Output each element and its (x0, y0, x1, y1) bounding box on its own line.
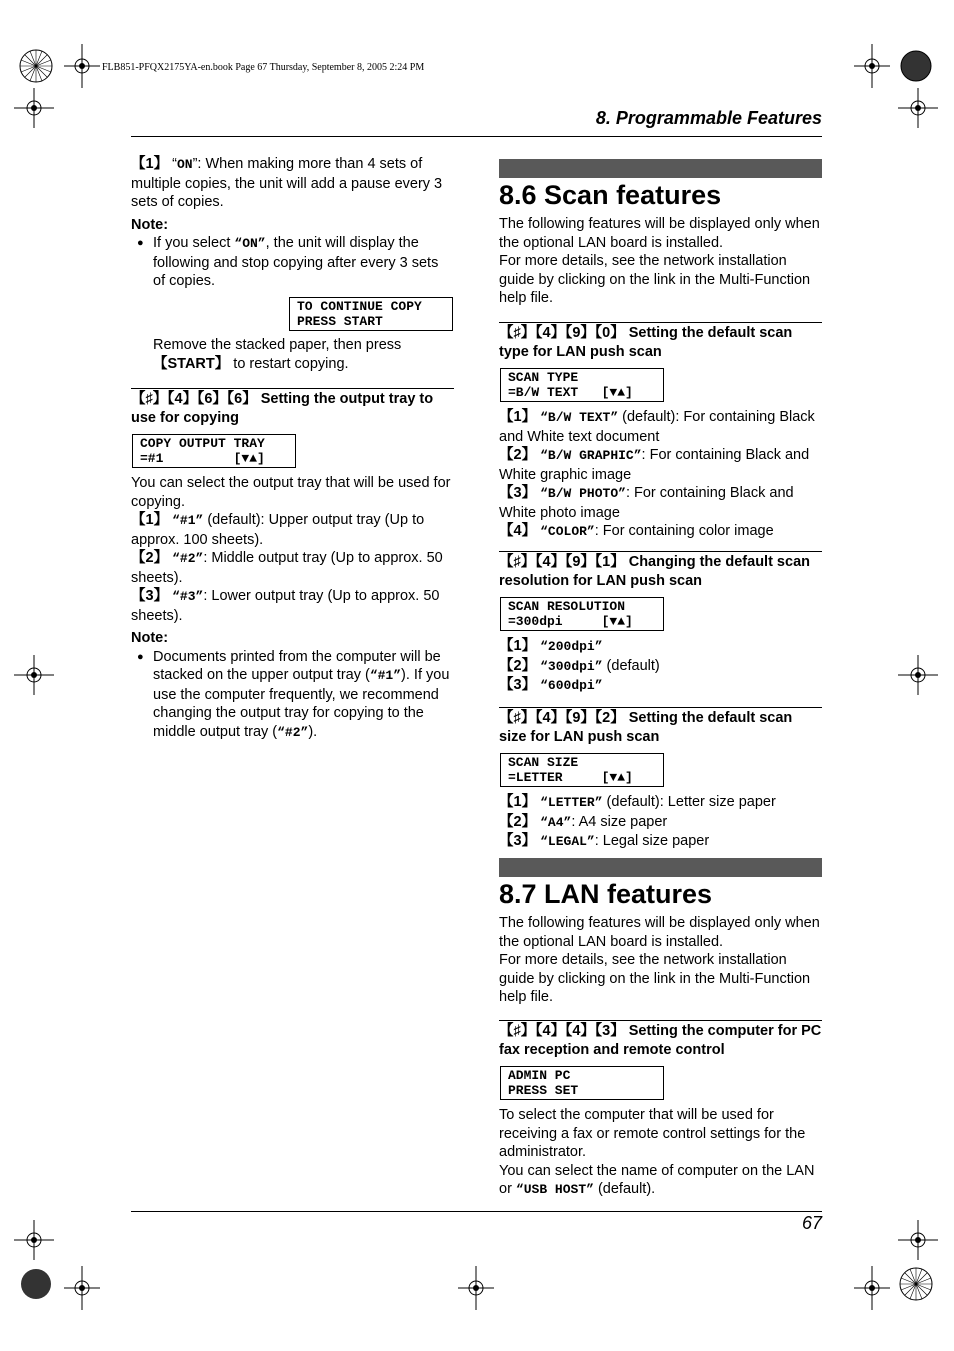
crosshair-icon (14, 655, 54, 695)
scan-size-options (499, 793, 822, 852)
pc-fax-description: To select the computer that will be used for receiving a fax or remote control settings for the administrator. (499, 1107, 806, 1160)
note-bullet: ● If you select “ON”, the unit will display the following and stop copying after every 3 sets of copies. (131, 234, 454, 291)
size-option-1: 【1】 “LETTER” (default): Letter size paper (499, 794, 776, 810)
lan-section-title: 8.7 LAN features (499, 879, 713, 909)
scan-resolution-options (499, 637, 822, 696)
tray-option-1: 【1】 “#1” (default): Upper output tray (Up to approx. 100 sheets). (131, 512, 425, 548)
crosshair-icon (898, 655, 938, 695)
resolution-option-1: 【1】 “200dpi” (499, 638, 603, 654)
section-bar (499, 159, 822, 178)
lan-intro: The following features will be displayed only when the optional LAN board is installed. For more details, see the network installation guide by clicking on the link in the Multi-Function help file. (499, 915, 820, 1005)
lcd-scan-type: SCAN TYPE =B/W TEXT [▼▲] (500, 368, 664, 402)
lcd-admin-pc: ADMIN PC PRESS SET (500, 1066, 664, 1100)
registration-mark-icon (894, 44, 938, 88)
note2-bullet: ● Documents printed from the computer will be stacked on the upper output tray (“#1”). If you use the computer frequently, we recommend changing the output tray for copying to the middle output tray (“#2”). (131, 648, 454, 743)
scan-type-options (499, 408, 822, 542)
crosshair-icon (14, 88, 54, 128)
section-header-title: 8. Programmable Features (595, 108, 822, 128)
pc-fax-usb-host: You can select the name of computer on the LAN or “USB HOST” (default). (499, 1162, 815, 1197)
crosshair-icon (898, 1220, 938, 1260)
registration-mark-icon (14, 44, 58, 88)
copy-pause-item: 【1】 “ON”: When making more than 4 sets of multiple copies, the unit will add a pause every 3 sets of copies. (131, 156, 443, 210)
scan-intro: The following features will be displayed only when the optional LAN board is installed. For more details, see the network installation guide by clicking on the link in the Multi-Function help file. (499, 216, 820, 306)
crosshair-icon (64, 1266, 100, 1310)
scan-type-option-2: 【2】 “B/W GRAPHIC”: For containing Black and White graphic image (499, 447, 810, 483)
note2-label: Note: (131, 630, 169, 646)
scan-type-heading: 【♯】【4】【9】【0】 Setting the default scan type for LAN push scan (499, 322, 822, 361)
scan-type-option-4: 【4】 “COLOR”: For containing color image (499, 523, 774, 539)
scan-resolution-heading: 【♯】【4】【9】【1】 Changing the default scan resolution for LAN push scan (499, 551, 822, 590)
output-tray-options (131, 474, 454, 742)
resolution-option-2: 【2】 “300dpi” (default) (499, 657, 660, 674)
page-number: 67 (801, 1213, 822, 1233)
lcd-scan-size: SCAN SIZE =LETTER [▼▲] (500, 753, 664, 787)
lcd-copy-output-tray: COPY OUTPUT TRAY =#1 [▼▲] (132, 434, 296, 468)
registration-mark-icon (894, 1262, 938, 1306)
crosshair-icon (64, 44, 100, 88)
crosshair-icon (898, 88, 938, 128)
tray-option-3: 【3】 “#3”: Lower output tray (Up to approx. 50 sheets). (131, 588, 440, 624)
section-bar (499, 858, 822, 877)
crosshair-icon (854, 1266, 890, 1310)
crosshair-icon (14, 1220, 54, 1260)
registration-mark-icon (14, 1262, 58, 1306)
tray-option-2: 【2】 “#2”: Middle output tray (Up to approx. 50 sheets). (131, 550, 443, 586)
note-label: Note: (131, 216, 169, 233)
crosshair-icon (854, 44, 890, 88)
left-column (131, 155, 454, 291)
pc-fax-heading: 【♯】【4】【4】【3】 Setting the computer for PC fax reception and remote control (499, 1020, 822, 1059)
header-rule (131, 136, 822, 137)
output-tray-heading: 【♯】【4】【6】【6】 Setting the output tray to use for copying (131, 388, 454, 427)
crosshair-icon (458, 1266, 494, 1310)
lcd-continue-copy: TO CONTINUE COPY PRESS START (289, 297, 453, 331)
scan-type-option-3: 【3】 “B/W PHOTO”: For containing Black and White photo image (499, 485, 794, 521)
scan-section-title: 8.6 Scan features (499, 180, 722, 210)
scan-size-heading: 【♯】【4】【9】【2】 Setting the default scan size for LAN push scan (499, 707, 822, 746)
size-option-2: 【2】 “A4”: A4 size paper (499, 813, 668, 830)
footer-rule (131, 1211, 822, 1212)
lcd-scan-resolution: SCAN RESOLUTION =300dpi [▼▲] (500, 597, 664, 631)
pc-fax-text (499, 1106, 822, 1200)
remove-paper-text: Remove the stacked paper, then press 【START】 to restart copying. (153, 337, 402, 372)
output-intro: You can select the output tray that will be used for copying. (131, 475, 451, 510)
scan-type-option-1: 【1】 “B/W TEXT” (default): For containing Black and White text document (499, 409, 815, 445)
size-option-3: 【3】 “LEGAL”: Legal size paper (499, 833, 710, 849)
resolution-option-3: 【3】 “600dpi” (499, 677, 603, 693)
file-info: FLB851-PFQX2175YA-en.book Page 67 Thursday, September 8, 2005 2:24 PM (102, 62, 425, 73)
